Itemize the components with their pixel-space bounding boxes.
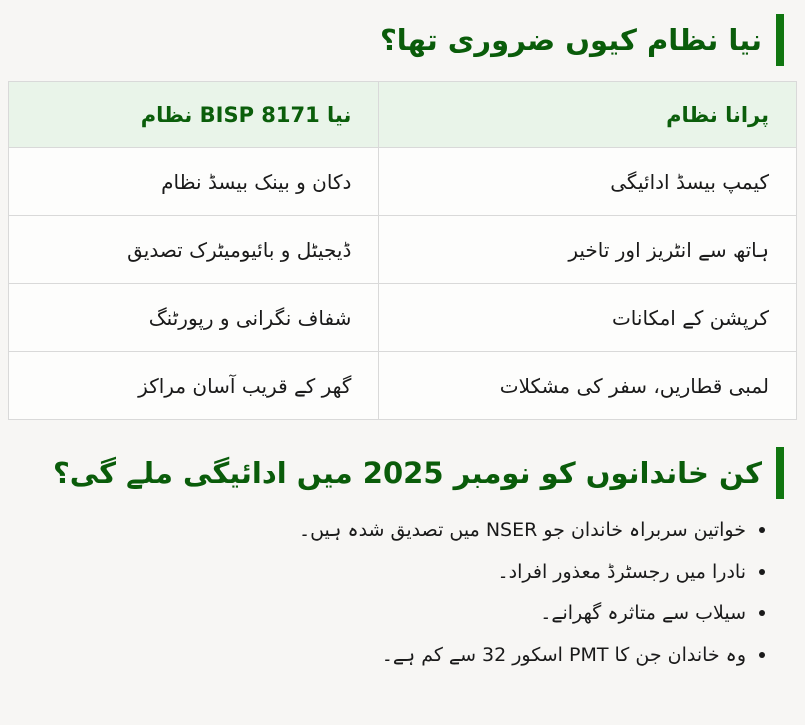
table-header-row xyxy=(9,82,797,148)
column-header-new-system: نیا BISP 8171 نظام xyxy=(9,82,379,148)
table-cell-new: گھر کے قریب آسان مراکز xyxy=(9,352,379,420)
table-cell-new: شفاف نگرانی و رپورٹنگ xyxy=(9,284,379,352)
section-heading-eligible-families: کن خاندانوں کو نومبر 2025 میں ادائیگی ملے گی؟ xyxy=(0,447,784,499)
table-cell-old: کرپشن کے امکانات xyxy=(379,284,797,352)
table-row xyxy=(9,216,797,284)
article-page xyxy=(0,14,805,725)
table-cell-new: ڈیجیٹل و بائیومیٹرک تصدیق xyxy=(9,216,379,284)
list-item-disabled-persons: • نادرا میں رجسٹرڈ معذور افراد۔ xyxy=(0,557,746,587)
table-cell-old: کیمپ بیسڈ ادائیگی xyxy=(379,148,797,216)
list-item-pmt-score: • وہ خاندان جن کا PMT اسکور 32 سے کم ہے۔ xyxy=(0,640,746,670)
table-row xyxy=(9,148,797,216)
table-row xyxy=(9,284,797,352)
old-vs-new-comparison-table xyxy=(8,81,797,420)
list-item-women-headed-families: • خواتین سربراہ خاندان جو NSER میں تصدیق شدہ ہیں۔ xyxy=(0,515,746,545)
section-heading-why-new-system: نیا نظام کیوں ضروری تھا؟ xyxy=(0,14,784,66)
table-cell-old: ہاتھ سے انٹریز اور تاخیر xyxy=(379,216,797,284)
eligibility-bullet-list xyxy=(0,515,772,669)
table-cell-old: لمبی قطاریں، سفر کی مشکلات xyxy=(379,352,797,420)
column-header-old-system: پرانا نظام xyxy=(379,82,797,148)
table-cell-new: دکان و بینک بیسڈ نظام xyxy=(9,148,379,216)
table-row xyxy=(9,352,797,420)
list-item-flood-affected: • سیلاب سے متاثرہ گھرانے۔ xyxy=(0,598,746,628)
